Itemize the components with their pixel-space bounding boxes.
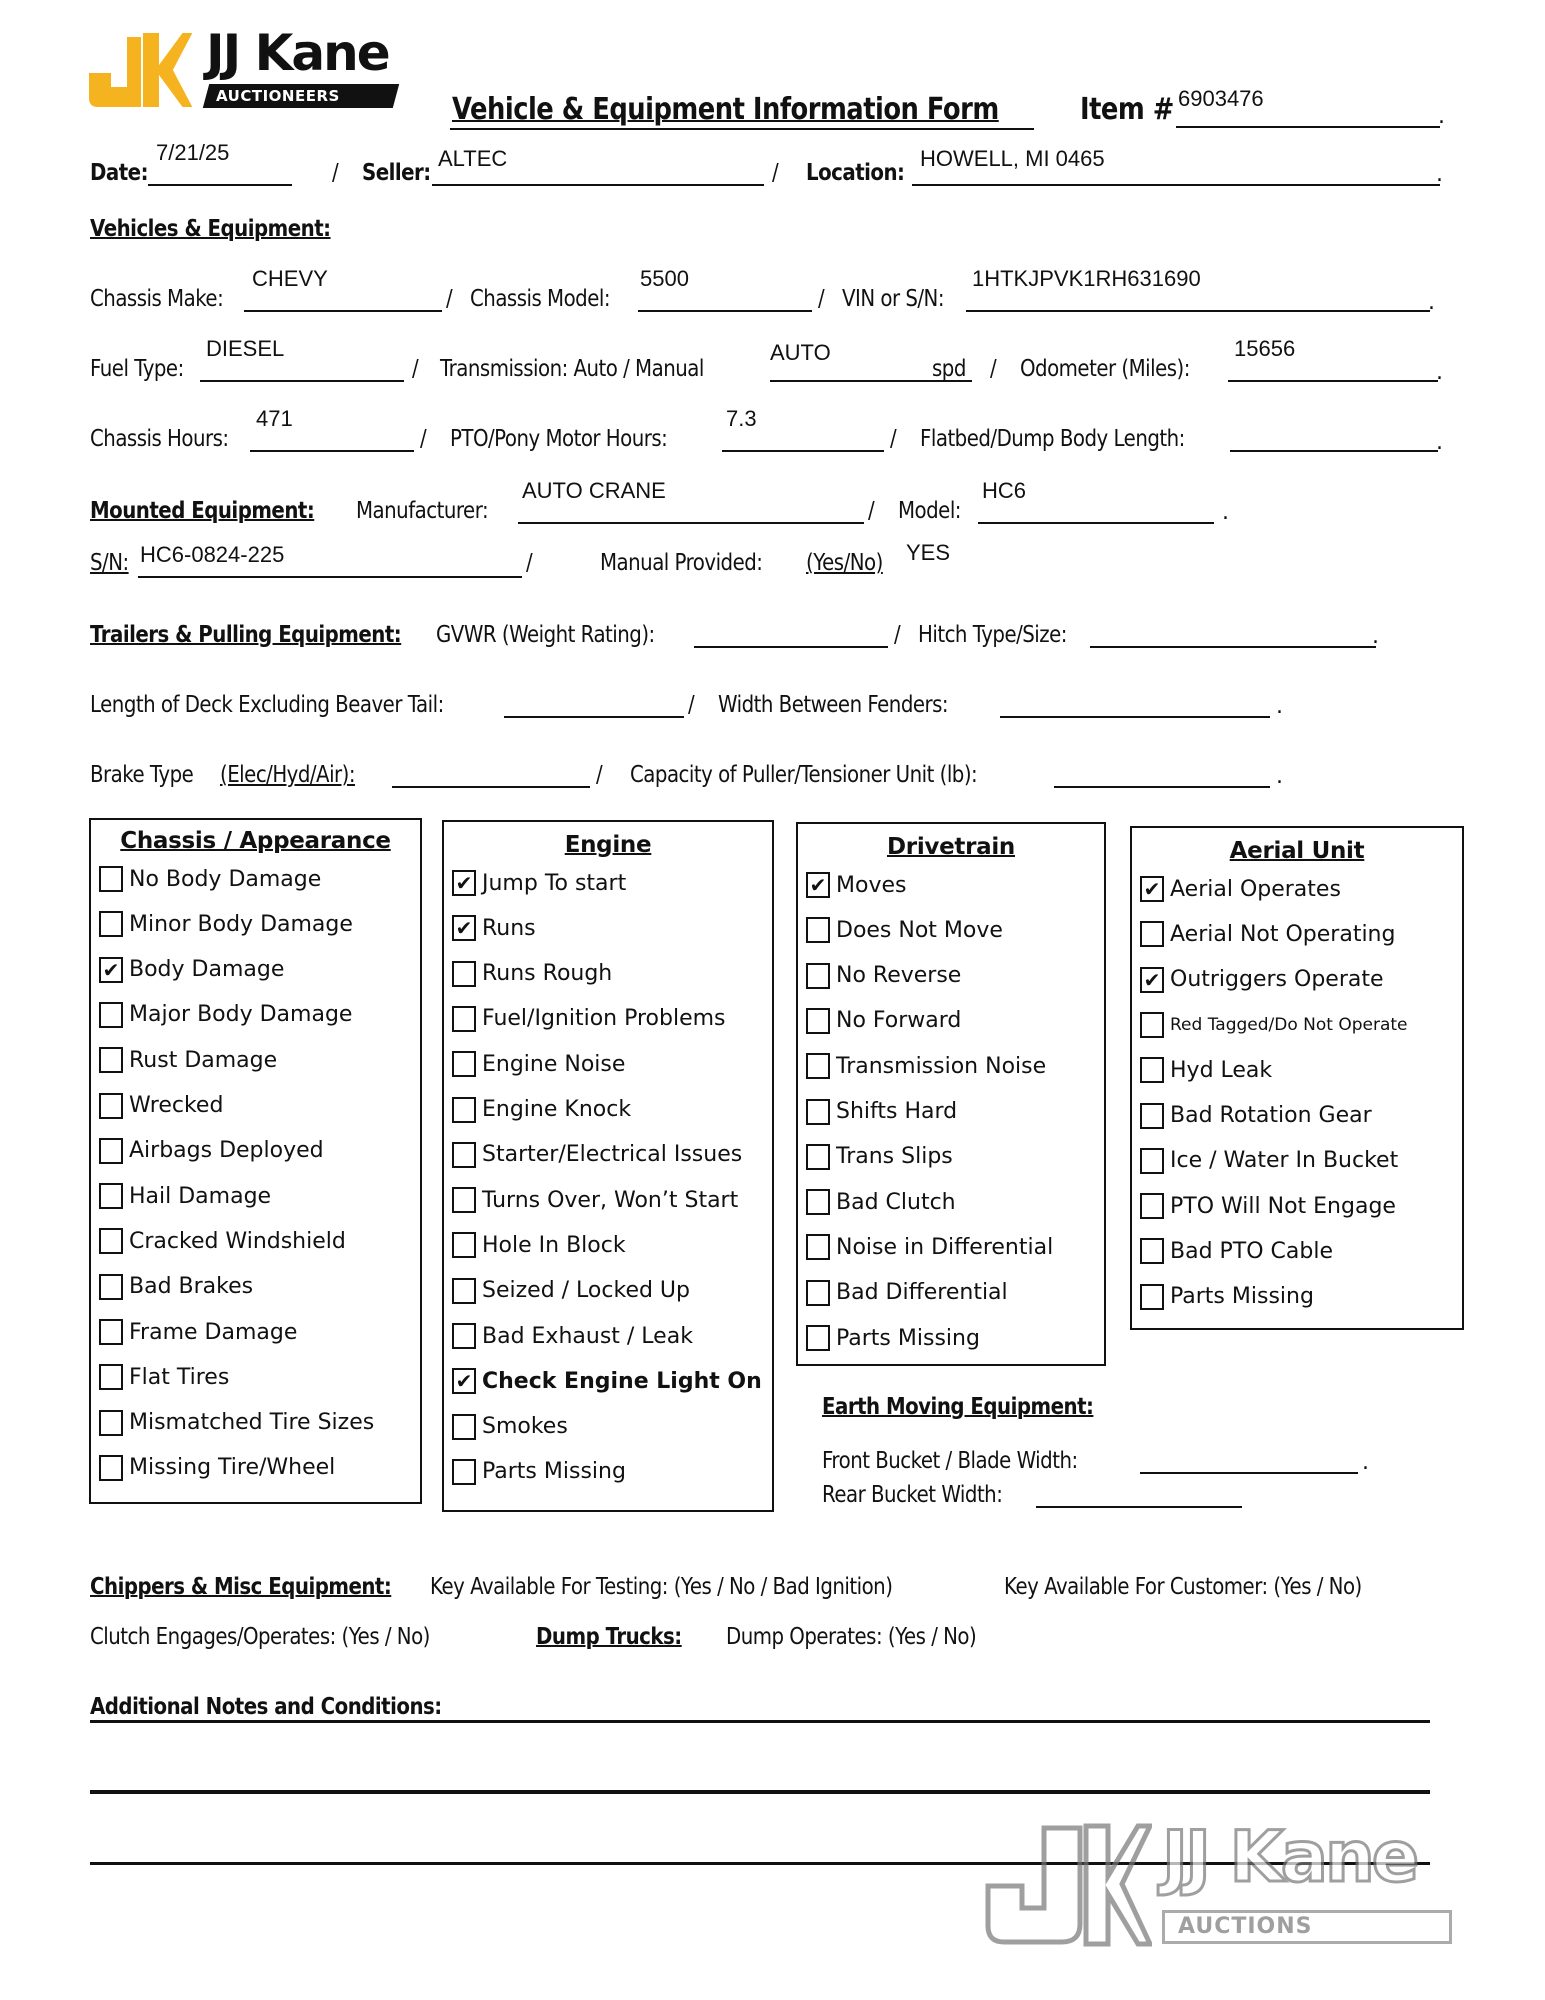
checklist-item[interactable] xyxy=(452,1230,626,1260)
separator: / xyxy=(526,550,533,576)
checklist-item[interactable] xyxy=(806,1051,1046,1081)
checklist-item[interactable] xyxy=(99,1317,297,1347)
checkbox-unchecked[interactable] xyxy=(452,1414,476,1440)
checklist-item[interactable] xyxy=(99,1045,277,1075)
checkbox-unchecked[interactable] xyxy=(452,1232,476,1258)
checklist-item[interactable] xyxy=(452,1140,742,1170)
transmission-value[interactable]: AUTO xyxy=(770,340,831,365)
checklist-item-label: Missing Tire/Wheel xyxy=(129,1455,336,1481)
checklist-item[interactable] xyxy=(806,1278,1008,1308)
checklist-item[interactable] xyxy=(1140,1282,1314,1312)
checkbox-unchecked[interactable] xyxy=(99,866,123,892)
checklist-item[interactable] xyxy=(1140,874,1341,904)
earth-moving-heading: Earth Moving Equipment: xyxy=(822,1394,1094,1420)
date-field[interactable] xyxy=(148,184,292,186)
separator: / xyxy=(596,762,603,788)
checklist-item[interactable] xyxy=(99,1226,346,1256)
capacity-field[interactable] xyxy=(1054,786,1270,788)
chassis-appearance-panel xyxy=(89,818,422,1504)
checkbox-checked[interactable] xyxy=(1140,967,1164,993)
checkbox-unchecked[interactable] xyxy=(1140,1103,1164,1129)
checklist-item[interactable] xyxy=(99,955,284,985)
checklist-item[interactable] xyxy=(806,870,906,900)
drivetrain-panel xyxy=(796,822,1106,1366)
checkmark-icon: ✔ xyxy=(1143,967,1161,992)
checklist-item[interactable] xyxy=(806,961,961,991)
field-terminator: . xyxy=(1436,162,1443,187)
checklist-item-label: PTO Will Not Engage xyxy=(1170,1193,1396,1219)
checklist-item[interactable] xyxy=(99,1272,253,1302)
hitch-field[interactable] xyxy=(1090,646,1376,648)
pto-hours-value[interactable]: 7.3 xyxy=(726,406,757,431)
manufacturer-label: Manufacturer: xyxy=(356,498,489,524)
checklist-item-label: Bad Differential xyxy=(836,1280,1008,1306)
fender-width-field[interactable] xyxy=(1000,716,1270,718)
location-value[interactable]: HOWELL, MI 0465 xyxy=(920,146,1105,171)
checklist-item-label: Body Damage xyxy=(129,957,285,983)
checklist-item[interactable] xyxy=(99,1136,324,1166)
checklist-item[interactable] xyxy=(99,909,353,939)
separator: / xyxy=(818,286,825,312)
engine-panel xyxy=(442,820,774,1512)
notes-line-2[interactable] xyxy=(90,1790,1430,1794)
checkbox-unchecked[interactable] xyxy=(806,1144,830,1170)
checklist-item[interactable] xyxy=(806,1323,980,1353)
checkbox-unchecked[interactable] xyxy=(99,1455,123,1481)
checklist-item-label: Red Tagged/Do Not Operate xyxy=(1170,1014,1408,1035)
brake-type-label: Brake Type xyxy=(90,762,194,788)
checklist-item-label: Frame Damage xyxy=(129,1319,298,1345)
checklist-item-label: Engine Knock xyxy=(482,1097,632,1122)
field-terminator: . xyxy=(1276,764,1283,789)
checkbox-unchecked[interactable] xyxy=(1140,1057,1164,1083)
checklist-item[interactable] xyxy=(806,1006,961,1036)
checkbox-unchecked[interactable] xyxy=(452,1006,476,1032)
field-terminator: . xyxy=(1276,694,1283,719)
checklist-item[interactable] xyxy=(99,1453,335,1483)
jk-logo-icon xyxy=(84,28,196,112)
checkmark-icon: ✔ xyxy=(455,916,473,941)
front-bucket-field[interactable] xyxy=(1140,1472,1358,1474)
checklist-item[interactable] xyxy=(1140,1055,1272,1085)
field-terminator: . xyxy=(1436,360,1443,385)
checklist-item-label: Does Not Move xyxy=(836,917,1003,943)
checkbox-unchecked[interactable] xyxy=(806,1099,830,1125)
separator: / xyxy=(868,498,875,524)
checkbox-checked[interactable] xyxy=(452,870,476,896)
chassis-hours-field[interactable] xyxy=(250,450,414,452)
checkbox-checked[interactable] xyxy=(99,957,123,983)
checklist-item[interactable] xyxy=(806,1142,953,1172)
checkbox-unchecked[interactable] xyxy=(99,911,123,937)
checklist-item-label: No Forward xyxy=(836,1008,962,1034)
key-testing-text: Key Available For Testing: (Yes / No / Bad Ignition) xyxy=(430,1574,893,1600)
checklist-item-label: Mismatched Tire Sizes xyxy=(129,1410,375,1436)
checklist-item-label: Noise in Differential xyxy=(836,1234,1054,1260)
checklist-item-label: Bad Brakes xyxy=(129,1274,254,1300)
fuel-type-field[interactable] xyxy=(200,380,404,382)
checklist-item[interactable] xyxy=(452,1004,726,1034)
checklist-item-label: Hail Damage xyxy=(129,1183,272,1209)
aerial-unit-title: Aerial Unit xyxy=(1229,838,1365,864)
checklist-item[interactable] xyxy=(452,1412,568,1442)
notes-heading: Additional Notes and Conditions: xyxy=(90,1694,442,1720)
date-value[interactable]: 7/21/25 xyxy=(156,140,230,165)
seller-label: Seller: xyxy=(362,160,431,186)
body-length-field[interactable] xyxy=(1230,450,1438,452)
chassis-hours-value[interactable]: 471 xyxy=(256,406,293,431)
chassis-make-field[interactable] xyxy=(244,310,442,312)
separator: / xyxy=(446,286,453,312)
field-terminator: . xyxy=(1222,500,1229,525)
checklist-item[interactable] xyxy=(1140,965,1384,995)
checklist-item-label: Starter/Electrical Issues xyxy=(482,1142,743,1168)
checkbox-unchecked[interactable] xyxy=(1140,1193,1164,1219)
seller-field[interactable] xyxy=(432,184,764,186)
checklist-item-label: Bad Clutch xyxy=(836,1189,956,1215)
checkbox-unchecked[interactable] xyxy=(1140,1012,1164,1038)
model-field[interactable] xyxy=(978,522,1214,524)
separator: / xyxy=(420,426,427,452)
fender-width-label: Width Between Fenders: xyxy=(718,692,949,718)
checkbox-unchecked[interactable] xyxy=(452,1097,476,1123)
checklist-item[interactable] xyxy=(452,1366,762,1396)
checklist-item[interactable] xyxy=(99,1408,374,1438)
checklist-item-label: Wrecked xyxy=(129,1093,224,1118)
checklist-item[interactable] xyxy=(452,959,612,989)
checklist-item-label: Flat Tires xyxy=(129,1364,230,1390)
checkmark-icon: ✔ xyxy=(1143,877,1161,901)
odometer-field[interactable] xyxy=(1228,380,1438,382)
checklist-item-label: Parts Missing xyxy=(836,1325,980,1351)
form-title-underline xyxy=(450,128,1034,130)
checklist-item-label: Seized / Locked Up xyxy=(482,1278,691,1304)
manufacturer-value[interactable]: AUTO CRANE xyxy=(522,478,666,503)
form-title: Vehicle & Equipment Information Form xyxy=(452,92,999,127)
capacity-label: Capacity of Puller/Tensioner Unit (lb): xyxy=(630,762,978,788)
company-logo xyxy=(84,24,414,112)
manual-provided-label: Manual Provided: xyxy=(600,550,763,576)
checkbox-unchecked[interactable] xyxy=(99,1093,123,1119)
checklist-item[interactable] xyxy=(452,1095,631,1125)
sn-field[interactable] xyxy=(138,576,522,578)
separator: / xyxy=(332,160,339,186)
checklist-item-label: Cracked Windshield xyxy=(129,1228,346,1254)
trailers-heading: Trailers & Pulling Equipment: xyxy=(90,622,402,648)
item-label: Item # xyxy=(1080,92,1174,127)
checklist-item-label: Bad PTO Cable xyxy=(1170,1238,1334,1264)
vin-label: VIN or S/N: xyxy=(842,286,944,312)
engine-title: Engine xyxy=(564,832,652,858)
checklist-item[interactable] xyxy=(1140,1010,1408,1040)
checklist-item-label: Minor Body Damage xyxy=(129,911,353,937)
checklist-item[interactable] xyxy=(452,913,536,943)
watermark-wordmark: JJ Kane xyxy=(1162,1816,1417,1898)
checklist-item-label: Airbags Deployed xyxy=(129,1138,324,1164)
checkbox-unchecked[interactable] xyxy=(1140,921,1164,947)
checklist-item-label: Hole In Block xyxy=(482,1232,626,1258)
checklist-item[interactable] xyxy=(452,1049,625,1079)
checklist-item[interactable] xyxy=(452,1276,690,1306)
aerial-unit-panel xyxy=(1130,826,1464,1330)
deck-length-label: Length of Deck Excluding Beaver Tail: xyxy=(90,692,444,718)
model-value[interactable]: HC6 xyxy=(982,478,1027,503)
checkbox-unchecked[interactable] xyxy=(452,961,476,987)
dump-operates-text: Dump Operates: (Yes / No) xyxy=(726,1624,977,1650)
checklist-item-label: Ice / Water In Bucket xyxy=(1170,1148,1399,1174)
checkmark-icon: ✔ xyxy=(102,957,120,982)
checkbox-unchecked[interactable] xyxy=(99,1410,123,1436)
checklist-item[interactable] xyxy=(1140,1101,1372,1131)
fuel-type-label: Fuel Type: xyxy=(90,356,184,382)
odometer-label: Odometer (Miles): xyxy=(1020,356,1190,382)
chassis-appearance-title: Chassis / Appearance xyxy=(120,828,391,854)
checklist-item-label: Aerial Operates xyxy=(1170,876,1341,902)
checklist-item-label: Turns Over, Won’t Start xyxy=(482,1187,739,1213)
body-length-label: Flatbed/Dump Body Length: xyxy=(920,426,1185,452)
checklist-item[interactable] xyxy=(452,868,626,898)
checklist-item[interactable] xyxy=(452,1185,738,1215)
checklist-item[interactable] xyxy=(806,1187,956,1217)
jk-watermark-icon xyxy=(982,1822,1152,1950)
key-customer-text: Key Available For Customer: (Yes / No) xyxy=(1004,1574,1362,1600)
checklist-item-label: Bad Rotation Gear xyxy=(1170,1103,1372,1128)
checkbox-unchecked[interactable] xyxy=(99,1047,123,1073)
transmission-label: Transmission: Auto / Manual xyxy=(440,356,704,382)
chassis-make-value[interactable]: CHEVY xyxy=(252,266,328,291)
separator: / xyxy=(688,692,695,718)
chassis-model-label: Chassis Model: xyxy=(470,286,611,312)
checkbox-checked[interactable] xyxy=(452,915,476,941)
checklist-item-label: Check Engine Light On xyxy=(482,1368,762,1394)
manual-provided-value[interactable]: YES xyxy=(906,540,951,565)
hitch-label: Hitch Type/Size: xyxy=(918,622,1067,648)
front-bucket-label: Front Bucket / Blade Width: xyxy=(822,1448,1078,1474)
checkbox-unchecked[interactable] xyxy=(99,1183,123,1209)
checklist-item[interactable] xyxy=(99,1091,223,1121)
manufacturer-field[interactable] xyxy=(518,522,864,524)
checkbox-unchecked[interactable] xyxy=(1140,1148,1164,1174)
separator: / xyxy=(894,622,901,648)
rear-bucket-field[interactable] xyxy=(1036,1506,1242,1508)
mounted-heading: Mounted Equipment: xyxy=(90,498,315,524)
checklist-item-label: No Reverse xyxy=(836,963,962,989)
checkbox-unchecked[interactable] xyxy=(452,1459,476,1485)
checklist-item[interactable] xyxy=(806,1232,1053,1262)
checklist-item-label: Transmission Noise xyxy=(836,1053,1047,1079)
vehicles-heading: Vehicles & Equipment: xyxy=(90,216,331,242)
checklist-item[interactable] xyxy=(99,1181,271,1211)
chassis-hours-label: Chassis Hours: xyxy=(90,426,229,452)
checkbox-unchecked[interactable] xyxy=(99,1319,123,1345)
checkbox-unchecked[interactable] xyxy=(452,1142,476,1168)
checkbox-unchecked[interactable] xyxy=(806,1234,830,1260)
checkbox-unchecked[interactable] xyxy=(806,1008,830,1034)
odometer-value[interactable]: 15656 xyxy=(1234,336,1296,361)
checklist-item[interactable] xyxy=(99,1362,229,1392)
checklist-item-label: Aerial Not Operating xyxy=(1170,921,1396,947)
checkbox-unchecked[interactable] xyxy=(806,917,830,943)
checkmark-icon: ✔ xyxy=(809,873,827,897)
checkbox-unchecked[interactable] xyxy=(806,1325,830,1351)
clutch-text: Clutch Engages/Operates: (Yes / No) xyxy=(90,1624,430,1650)
checkbox-unchecked[interactable] xyxy=(452,1323,476,1349)
checklist-item[interactable] xyxy=(452,1457,626,1487)
checkmark-icon: ✔ xyxy=(455,1369,473,1394)
checkbox-unchecked[interactable] xyxy=(99,1228,123,1254)
checklist-item-label: Bad Exhaust / Leak xyxy=(482,1323,693,1349)
transmission-suffix: spd xyxy=(932,356,966,382)
pto-hours-field[interactable] xyxy=(722,450,884,452)
chassis-make-label: Chassis Make: xyxy=(90,286,224,312)
watermark-tag: AUCTIONS xyxy=(1178,1914,1313,1939)
checklist-item[interactable] xyxy=(1140,1146,1398,1176)
watermark-logo xyxy=(982,1816,1482,1950)
field-terminator: . xyxy=(1362,1450,1369,1475)
checklist-item-label: Rust Damage xyxy=(129,1047,278,1073)
checkmark-icon: ✔ xyxy=(455,871,473,895)
checklist-item-label: Shifts Hard xyxy=(836,1099,958,1124)
checklist-item[interactable] xyxy=(99,864,321,894)
checklist-item[interactable] xyxy=(99,1000,352,1030)
sn-label: S/N: xyxy=(90,550,129,576)
checkbox-unchecked[interactable] xyxy=(806,1189,830,1215)
rear-bucket-label: Rear Bucket Width: xyxy=(822,1482,1003,1508)
checklist-item[interactable] xyxy=(1140,1191,1396,1221)
seller-value[interactable]: ALTEC xyxy=(438,146,508,171)
checklist-item-label: Runs Rough xyxy=(482,961,613,987)
checkbox-unchecked[interactable] xyxy=(99,1364,123,1390)
chassis-model-value[interactable]: 5500 xyxy=(640,266,689,291)
location-field[interactable] xyxy=(912,184,1440,186)
checklist-item-label: Trans Slips xyxy=(836,1144,953,1170)
separator: / xyxy=(412,356,419,382)
sn-value[interactable]: HC6-0824-225 xyxy=(140,542,285,567)
checklist-item-label: Outriggers Operate xyxy=(1170,967,1384,993)
checkbox-unchecked[interactable] xyxy=(452,1187,476,1213)
checklist-item-label: Engine Noise xyxy=(482,1051,626,1077)
logo-wordmark: JJ Kane xyxy=(206,24,389,82)
checkbox-unchecked[interactable] xyxy=(452,1278,476,1304)
gvwr-label: GVWR (Weight Rating): xyxy=(436,622,655,648)
dump-trucks-heading: Dump Trucks: xyxy=(536,1624,682,1650)
checkbox-unchecked[interactable] xyxy=(806,1280,830,1306)
field-terminator: . xyxy=(1372,624,1379,649)
checkbox-checked[interactable] xyxy=(1140,876,1164,902)
location-label: Location: xyxy=(806,160,905,186)
checklist-item[interactable] xyxy=(806,915,1003,945)
checklist-item-label: Major Body Damage xyxy=(129,1002,353,1028)
fuel-type-value[interactable]: DIESEL xyxy=(206,336,285,361)
item-number-value[interactable]: 6903476 xyxy=(1178,86,1264,111)
field-terminator: . xyxy=(1436,430,1443,455)
checklist-item-label: Smokes xyxy=(482,1414,568,1440)
checkbox-unchecked[interactable] xyxy=(99,1002,123,1028)
checklist-item[interactable] xyxy=(452,1321,693,1351)
separator: / xyxy=(772,160,779,186)
chassis-model-field[interactable] xyxy=(638,310,812,312)
checkbox-unchecked[interactable] xyxy=(452,1051,476,1077)
brake-type-field[interactable] xyxy=(392,786,590,788)
checkbox-unchecked[interactable] xyxy=(99,1274,123,1300)
deck-length-field[interactable] xyxy=(504,716,684,718)
field-terminator: . xyxy=(1428,290,1435,315)
checklist-item-label: No Body Damage xyxy=(129,866,322,892)
vin-value[interactable]: 1HTKJPVK1RH631690 xyxy=(972,266,1201,291)
checkbox-unchecked[interactable] xyxy=(99,1138,123,1164)
chippers-heading: Chippers & Misc Equipment: xyxy=(90,1574,392,1600)
checklist-item[interactable] xyxy=(1140,1236,1333,1266)
checkbox-unchecked[interactable] xyxy=(1140,1284,1164,1310)
checkbox-checked[interactable] xyxy=(452,1368,476,1394)
model-label: Model: xyxy=(898,498,961,524)
separator: / xyxy=(990,356,997,382)
checkbox-unchecked[interactable] xyxy=(806,1053,830,1079)
pto-hours-label: PTO/Pony Motor Hours: xyxy=(450,426,668,452)
date-label: Date: xyxy=(90,160,148,186)
checklist-item-label: Hyd Leak xyxy=(1170,1057,1273,1083)
checkbox-unchecked[interactable] xyxy=(806,963,830,989)
manual-provided-options: (Yes/No) xyxy=(806,550,883,576)
checklist-item[interactable] xyxy=(806,1097,957,1127)
checklist-item[interactable] xyxy=(1140,919,1395,949)
logo-tag: AUCTIONEERS xyxy=(216,87,340,105)
vin-field[interactable] xyxy=(966,310,1430,312)
item-number-field[interactable] xyxy=(1176,126,1440,128)
separator: / xyxy=(890,426,897,452)
checkbox-checked[interactable] xyxy=(806,872,830,898)
checkbox-unchecked[interactable] xyxy=(1140,1238,1164,1264)
checklist-item-label: Parts Missing xyxy=(1170,1284,1314,1310)
brake-type-options: (Elec/Hyd/Air): xyxy=(220,762,356,788)
checklist-item-label: Jump To start xyxy=(482,870,627,896)
field-terminator: . xyxy=(1438,104,1445,129)
checklist-item-label: Fuel/Ignition Problems xyxy=(482,1006,726,1032)
checklist-item-label: Moves xyxy=(836,872,907,898)
checklist-item-label: Runs xyxy=(482,915,536,941)
drivetrain-title: Drivetrain xyxy=(886,834,1016,860)
checklist-item-label: Parts Missing xyxy=(482,1459,626,1485)
gvwr-field[interactable] xyxy=(694,646,888,648)
notes-line-1[interactable] xyxy=(90,1720,1430,1723)
